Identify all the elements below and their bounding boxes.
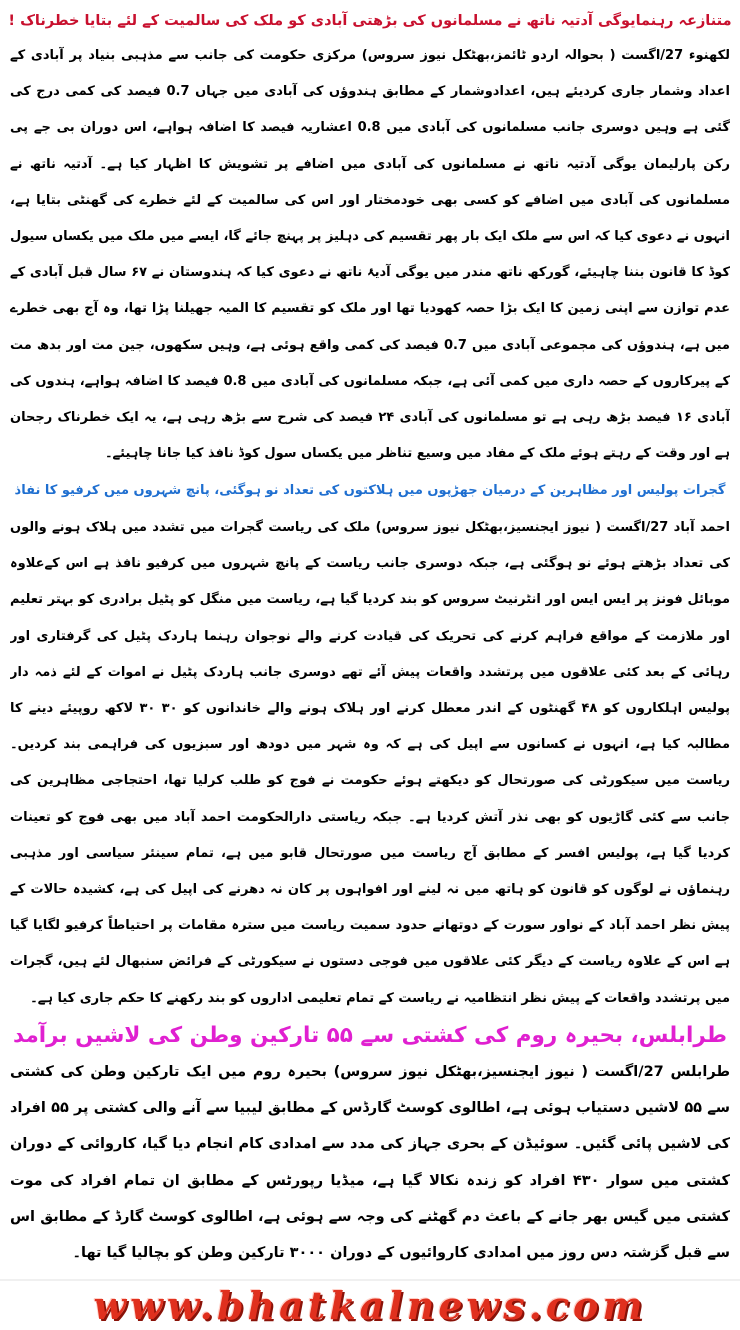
site-watermark: www.bhatkalnews.com [93,1282,647,1328]
article-3-headline: طرابلس، بحیرہ روم کی کشتی سے ۵۵ تارکین وطن کی لاشیں برآمد [13,1023,727,1048]
article-3-body: طرابلس 27/اگست ( نیوز ایجنسیز،بھٹکل نیوز سروس) بحیرہ روم میں ایک تارکین وطن کی کشتی سے ۵۵ لاشیں دستیاب ہوئی ہے، اطالوی کوسٹ گارڈس کے مطابق لیبیا سے آنے والی کشتی پر ۵۵ افراد کی لاشیں پائی گئیں۔ سوئیڈن کے بحری جہاز کی مدد سے امدادی کام انجام دیا گیا، کاروائی کے دوران کشتی میں سوار ۴۳۰ افراد کو زندہ نکالا گیا ہے، میڈیا رپورٹس کے مطابق ان تمام افراد کی موت کشتی میں گیس بھر جانے کے باعث دم گھٹنے کی وجہ سے ہوئی ہے، اطالوی کوسٹ گارڈ کے مطابق اس سے قبل گزشتہ دس روز میں امدادی کاروائیوں کے دوران ۳۰۰۰ تارکین وطن کو بچالیا گیا تھا۔ [10,1064,730,1262]
footer-divider [0,1279,740,1281]
article-1-body: لکھنوء 27/اگست ( بحوالہ اردو ٹائمز،بھٹکل نیوز سروس) مرکزی حکومت کی جانب سے مذہبی بنیاد پر آبادی کے اعداد وشمار جاری کردیئے ہیں، اعدادوشمار کے مطابق ہندوؤں کی آبادی میں جہاں 0.7 فیصد کی کمی درج کی گئی ہے وہیں دوسری جانب مسلمانوں کی آبادی میں 0.8 اعشاریہ فیصد کا اضافہ ہواہے، اس دوران بی جے پی رکن پارلیمان یوگی آدتیہ ناتھ نے مسلمانوں کی آبادی میں اضافے پر تشویش کا اظہار کیا ہے۔ آدتیہ ناتھ نے مسلمانوں کی آبادی میں اضافے کو کسی بھی خودمختار اور اس کی سالمیت کے لئے خطرے کی گھنٹی بتایا ہے، انہوں نے دعوی کیا کہ اس سے ملک ایک بار پھر تقسیم کی دہلیز پر پہنچ جائے گا، ایسے میں ملک میں یکساں سیول کوڈ کا قانون بننا چاہیئے، گورکھ ناتھ مندر میں یوگی آدیۂ ناتھ نے دعوی کیا کہ ہندوستان نے ۶۷ سال قبل آبادی کے عدم توازن سے اپنی زمین کا ایک بڑا حصہ کھودیا تھا اور ملک کو تقسیم کا المیہ جھیلنا پڑا تھا، وہ آج بھی خطرے میں ہے، ہندوؤں کی مجموعی آبادی میں 0.7 فیصد کی کمی واقع ہوئی ہے، وہیں سکھوں، جین مت اور بدھ مت کے پیرکاروں کے حصہ داری میں کمی آئی ہے، جبکہ مسلمانوں کی آبادی میں 0.8 فیصد کا اضافہ ہواہے، ہندوں کی آبادی ۱۶ فیصد بڑھ رہی ہے تو مسلمانوں کی آبادی ۲۴ فیصد کی شرح سے بڑھ رہی ہے، یہ ایک خطرناک رجحان ہے اور وقت کے رہتے ہوئے ملک کے مفاد میں وسیع تناظر میں یکساں سول کوڈ نافذ کیا جانا چاہیئے۔ [10,48,730,462]
article-2-body: احمد آباد 27/اگست ( نیوز ایجنسیز،بھٹکل نیوز سروس) ملک کی ریاست گجرات میں تشدد میں ہلاک ہونے والوں کی تعداد بڑھتے ہوئے نو ہوگئی ہے، جبکہ دوسری جانب ریاست کے پانچ شہروں میں کرفیو نافذ ہے اس کےعلاوہ موبائل فونز پر ایس ایس اور انٹرنیٹ سروس کو بند کردیا گیا ہے، ریاست میں منگل کو پٹیل برادری کو بہتر تعلیم اور ملازمت کے مواقع فراہم کرنے کی تحریک کی قیادت کرنے والے نوجوان رہنما ہاردک پٹیل کی گرفتاری اور رہائی کے بعد کئی علاقوں میں پرتشدد واقعات پیش آئے تھے دوسری جانب ہاردک پٹیل نے اموات کے لئے ذمہ دار پولیس اہلکاروں کو ۴۸ گھنٹوں کے اندر معطل کرنے اور ہلاک ہونے والے خاندانوں کو ۳۰ ۳۰ لاکھ روپیئے دینے کا مطالبہ کیا ہے، انہوں نے کسانوں سے اپیل کی ہے کہ وہ شہر میں دودھ اور سبزیوں کی فراہمی بند کردیں۔ ریاست میں سیکورٹی کی صورتحال کو دیکھتے ہوئے حکومت نے فوج کو طلب کرلیا تھا، احتجاجی مظاہرین کی جانب سے کئی گاڑیوں کو بھی نذر آتش کردیا ہے۔ جبکہ ریاستی دارالحکومت احمد آباد میں بھی فوج کو تعینات کردیا گیا ہے، پولیس افسر کے مطابق آج ریاست میں صورتحال قابو میں ہے، تمام سینئر سیاسی اور مذہبی رہنماؤں نے لوگوں کو قانون کو ہاتھ میں نہ لینے اور افواہوں پر کان نہ دھرنے کی اپیل کی ہے، کشیدہ حالات کے پیش نظر احمد آباد کے نواور سورت کے دوتھانے حدود سمیت ریاست میں سترہ مقامات پر احتیاطاً کرفیو لگایا گیا ہے اس کے علاوہ ریاست کے دیگر کئی علاقوں میں فوجی دستوں نے سیکورٹی کے فرائض سنبھال لئے ہیں، گجرات میں پرتشدد واقعات کے پیش نظر انتظامیہ نے ریاست کے تمام تعلیمی اداروں کو بند رکھنے کا حکم جاری کیا ہے۔ [10,520,730,1006]
article-2-headline: گجرات پولیس اور مظاہرین کے درمیان جھڑپوں میں ہلاکتوں کی تعداد نو ہوگئی، پانچ شہروں میں کرفیو کا نفاذ [14,483,726,498]
article-1-headline: متنازعہ رہنمایوگی آدتیہ ناتھ نے مسلمانوں کی بڑھتی آبادی کو ملک کی سالمیت کے لئے بتایا خطرناک ! [8,13,732,29]
